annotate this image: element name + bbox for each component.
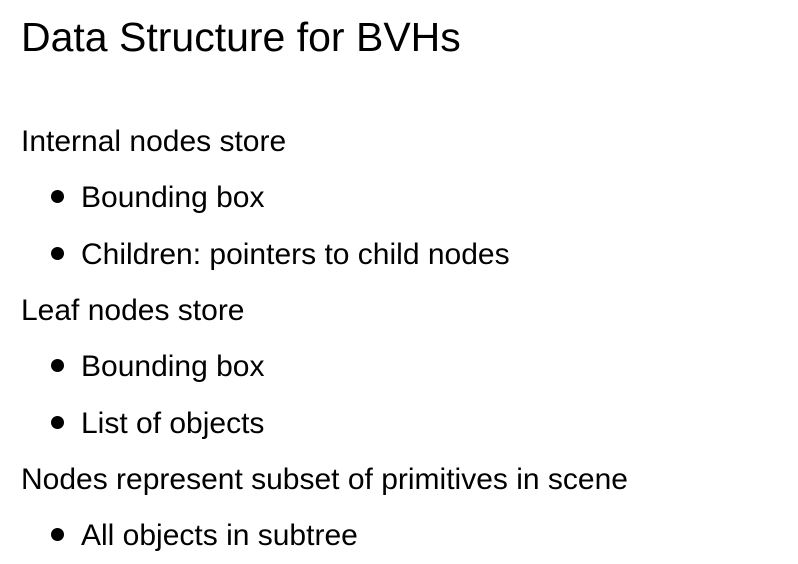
bullet-icon [51,528,64,541]
bullet-icon [51,359,64,372]
slide-title: Data Structure for BVHs [21,14,461,60]
bullet-icon [51,416,64,429]
bullet-text: Bounding box [81,350,265,383]
bullet-icon [51,190,64,203]
bullet-item [51,347,265,387]
bullet-text: Bounding box [81,181,265,214]
bullet-item [51,178,265,218]
bullet-item [51,516,358,556]
bullet-text: All objects in subtree [81,519,358,552]
section-heading-internal-nodes: Internal nodes store [21,125,287,158]
section-heading-nodes-represent: Nodes represent subset of primitives in scene [21,463,628,496]
bullet-item [51,235,510,275]
bullet-item [51,404,264,444]
bullet-icon [51,247,64,260]
bullet-text: List of objects [81,407,265,440]
section-heading-leaf-nodes: Leaf nodes store [21,294,245,327]
bullet-text: Children: pointers to child nodes [81,238,510,271]
